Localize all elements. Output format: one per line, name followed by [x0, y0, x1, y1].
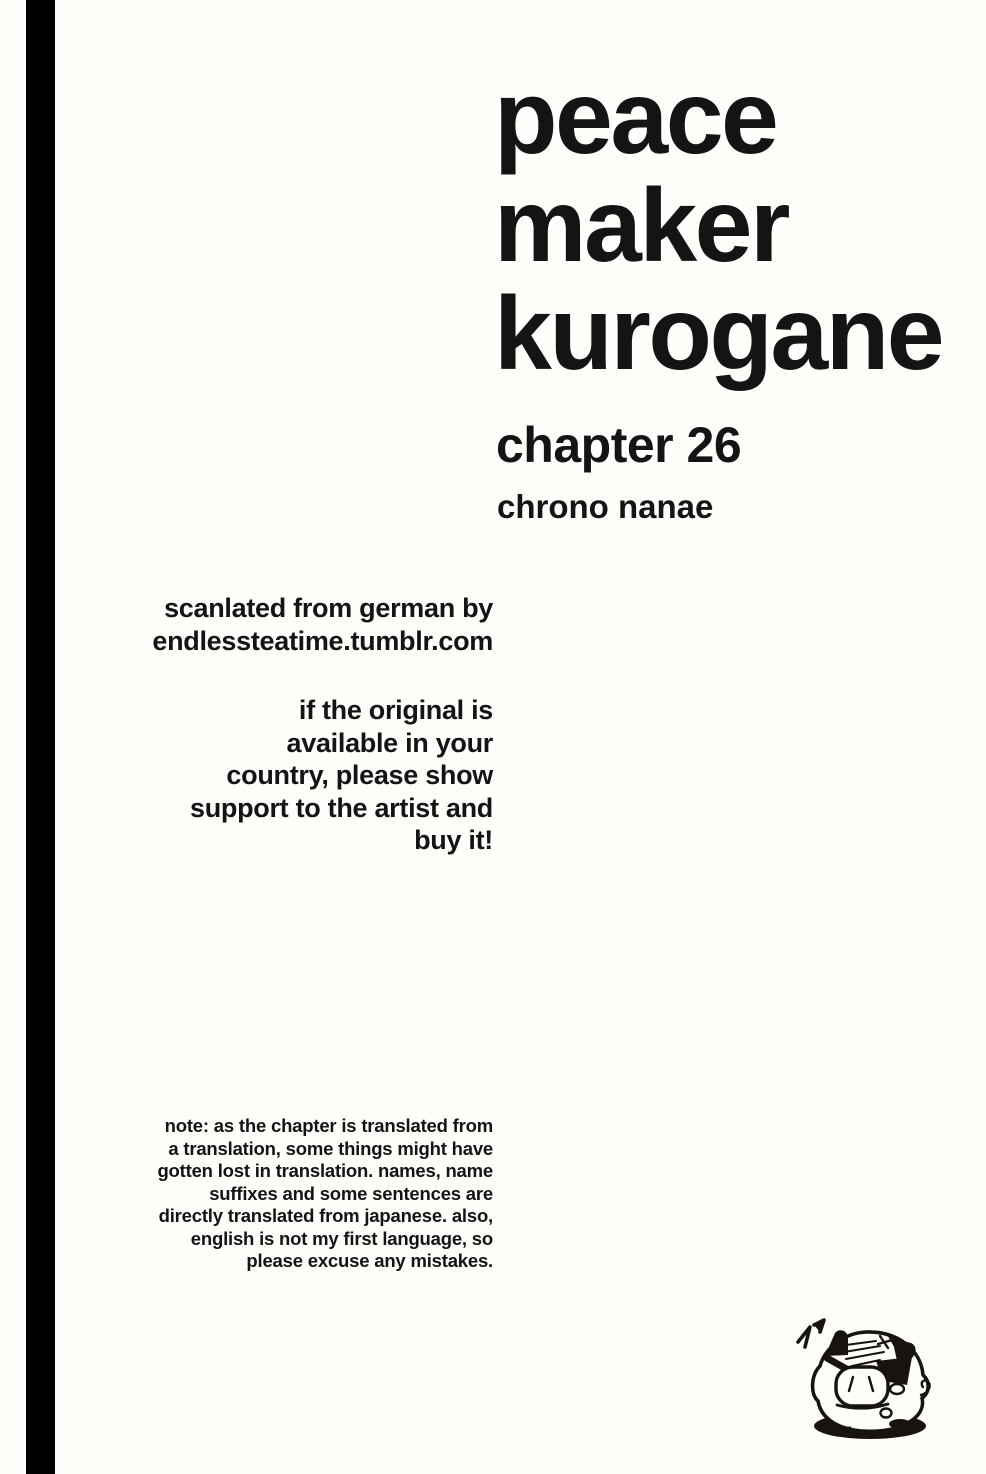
scanlation-url-text: endlessteatime.tumblr.com: [152, 626, 493, 656]
note-line: suffixes and some sentences are: [209, 1182, 493, 1204]
title-line-3: kurogane: [494, 276, 943, 392]
note-line: gotten lost in translation. names, name: [157, 1160, 493, 1181]
angry-pig-mascot-icon: [780, 1300, 940, 1445]
note-line: english is not my first language, so: [190, 1227, 493, 1249]
scanlation-source-paragraph: [0, 592, 493, 658]
title-line-2: maker: [494, 168, 788, 284]
support-artist-paragraph: [0, 694, 493, 857]
support-line: available in your: [286, 727, 493, 758]
note-line: please excuse any mistakes.: [246, 1250, 493, 1271]
pig-spot: [881, 1409, 892, 1418]
support-line: buy it!: [414, 825, 493, 855]
chapter-heading: chapter 26: [496, 417, 742, 473]
title-line-1: peace: [494, 60, 777, 176]
author-name: chrono nanae: [497, 488, 714, 525]
pig-right-eye: [890, 1384, 904, 1394]
anger-vein-icon: [798, 1320, 824, 1347]
support-line: country, please show: [226, 760, 493, 790]
pig-right-foot: [889, 1419, 911, 1429]
series-title: [494, 60, 943, 392]
pig-snout: [836, 1367, 888, 1406]
scanlation-credit-line: scanlated from german by: [164, 593, 493, 623]
support-line: if the original is: [298, 695, 493, 725]
note-line: directly translated from japanese. also,: [158, 1205, 493, 1226]
note-line: a translation, some things might have: [168, 1137, 493, 1159]
support-line: support to the artist and: [189, 792, 493, 823]
note-line: note: as the chapter is translated from: [164, 1115, 493, 1136]
translation-note-paragraph: [0, 1115, 493, 1273]
